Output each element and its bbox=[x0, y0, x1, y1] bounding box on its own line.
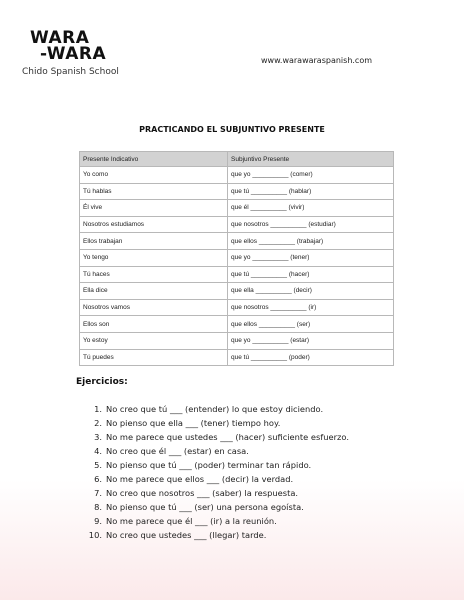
table-row bbox=[80, 183, 394, 200]
subjunctive-cell: que tú __________ (poder) bbox=[228, 349, 394, 366]
subjunctive-cell: que ellos __________ (trabajar) bbox=[228, 233, 394, 250]
exercise-list bbox=[84, 402, 349, 542]
exercise-number: 6. bbox=[94, 474, 102, 484]
indicative-cell: Él vive bbox=[80, 200, 228, 217]
exercise-text: No pienso que tú ___ (poder) terminar tan rápido. bbox=[106, 460, 312, 470]
indicative-cell: Yo tengo bbox=[80, 249, 228, 266]
table-row bbox=[80, 233, 394, 250]
column-header-indicative: Presente Indicativo bbox=[80, 152, 228, 167]
indicative-cell: Ellos trabajan bbox=[80, 233, 228, 250]
subjunctive-cell: que él __________ (vivir) bbox=[228, 200, 394, 217]
list-item bbox=[84, 458, 349, 472]
table-row bbox=[80, 249, 394, 266]
indicative-cell: Tú hablas bbox=[80, 183, 228, 200]
exercise-text: No me parece que ustedes ___ (hacer) suficiente esfuerzo. bbox=[106, 432, 349, 442]
exercise-number: 7. bbox=[94, 488, 102, 498]
exercise-text: No creo que ustedes ___ (llegar) tarde. bbox=[106, 530, 267, 540]
exercise-number: 1. bbox=[94, 404, 102, 414]
subjunctive-cell: que tú __________ (hablar) bbox=[228, 183, 394, 200]
indicative-cell: Nosotros estudiamos bbox=[80, 216, 228, 233]
subjunctive-cell: que tú __________ (hacer) bbox=[228, 266, 394, 283]
website-link[interactable]: www.warawaraspanish.com bbox=[261, 56, 373, 65]
subjunctive-cell: que ellos __________ (ser) bbox=[228, 316, 394, 333]
exercise-number: 3. bbox=[94, 432, 102, 442]
subjunctive-cell: que nosotros __________ (estudiar) bbox=[228, 216, 394, 233]
list-item bbox=[84, 402, 349, 416]
wara-wara-logo bbox=[30, 30, 106, 62]
exercise-number: 10. bbox=[88, 530, 102, 540]
table-row bbox=[80, 332, 394, 349]
subjunctive-cell: que ella __________ (decir) bbox=[228, 283, 394, 300]
table-header-row bbox=[80, 152, 394, 167]
school-name: Chido Spanish School bbox=[22, 67, 119, 77]
list-item bbox=[84, 500, 349, 514]
logo-line-2: -WARA bbox=[40, 44, 107, 64]
table-row bbox=[80, 299, 394, 316]
exercise-number: 9. bbox=[94, 516, 102, 526]
subjunctive-cell: que yo __________ (estar) bbox=[228, 332, 394, 349]
table-row bbox=[80, 316, 394, 333]
exercises-heading: Ejercicios: bbox=[76, 377, 128, 387]
table-row bbox=[80, 167, 394, 184]
list-item bbox=[84, 430, 349, 444]
indicative-cell: Tú haces bbox=[80, 266, 228, 283]
exercise-text: No creo que él ___ (estar) en casa. bbox=[106, 446, 249, 456]
exercise-text: No me parece que él ___ (ir) a la reunión. bbox=[106, 516, 277, 526]
subjunctive-cell: que yo __________ (tener) bbox=[228, 249, 394, 266]
list-item bbox=[84, 472, 349, 486]
exercise-number: 4. bbox=[94, 446, 102, 456]
worksheet-title: PRACTICANDO EL SUBJUNTIVO PRESENTE bbox=[139, 125, 325, 134]
exercise-text: No me parece que ellos ___ (decir) la verdad. bbox=[106, 474, 294, 484]
list-item bbox=[84, 416, 349, 430]
indicative-cell: Ellos son bbox=[80, 316, 228, 333]
indicative-cell: Yo estoy bbox=[80, 332, 228, 349]
exercise-number: 2. bbox=[94, 418, 102, 428]
table-row bbox=[80, 216, 394, 233]
exercise-text: No pienso que ella ___ (tener) tiempo hoy. bbox=[106, 418, 281, 428]
table-row bbox=[80, 283, 394, 300]
exercise-text: No creo que tú ___ (entender) lo que estoy diciendo. bbox=[106, 404, 324, 414]
indicative-cell: Nosotros vamos bbox=[80, 299, 228, 316]
indicative-cell: Tú puedes bbox=[80, 349, 228, 366]
list-item bbox=[84, 486, 349, 500]
list-item bbox=[84, 444, 349, 458]
table-row bbox=[80, 349, 394, 366]
exercise-text: No creo que nosotros ___ (saber) la respuesta. bbox=[106, 488, 299, 498]
table-row bbox=[80, 200, 394, 217]
indicative-cell: Ella dice bbox=[80, 283, 228, 300]
table-row bbox=[80, 266, 394, 283]
page-header bbox=[0, 0, 464, 90]
exercise-number: 8. bbox=[94, 502, 102, 512]
indicative-cell: Yo como bbox=[80, 167, 228, 184]
subjunctive-cell: que nosotros __________ (ir) bbox=[228, 299, 394, 316]
exercise-number: 5. bbox=[94, 460, 102, 470]
subjunctive-cell: que yo __________ (comer) bbox=[228, 167, 394, 184]
list-item bbox=[84, 528, 349, 542]
list-item bbox=[84, 514, 349, 528]
exercise-text: No pienso que tú ___ (ser) una persona egoísta. bbox=[106, 502, 304, 512]
logo-line-1: WARA bbox=[30, 28, 90, 48]
column-header-subjunctive: Subjuntivo Presente bbox=[228, 152, 394, 167]
conjugation-table bbox=[79, 151, 394, 366]
